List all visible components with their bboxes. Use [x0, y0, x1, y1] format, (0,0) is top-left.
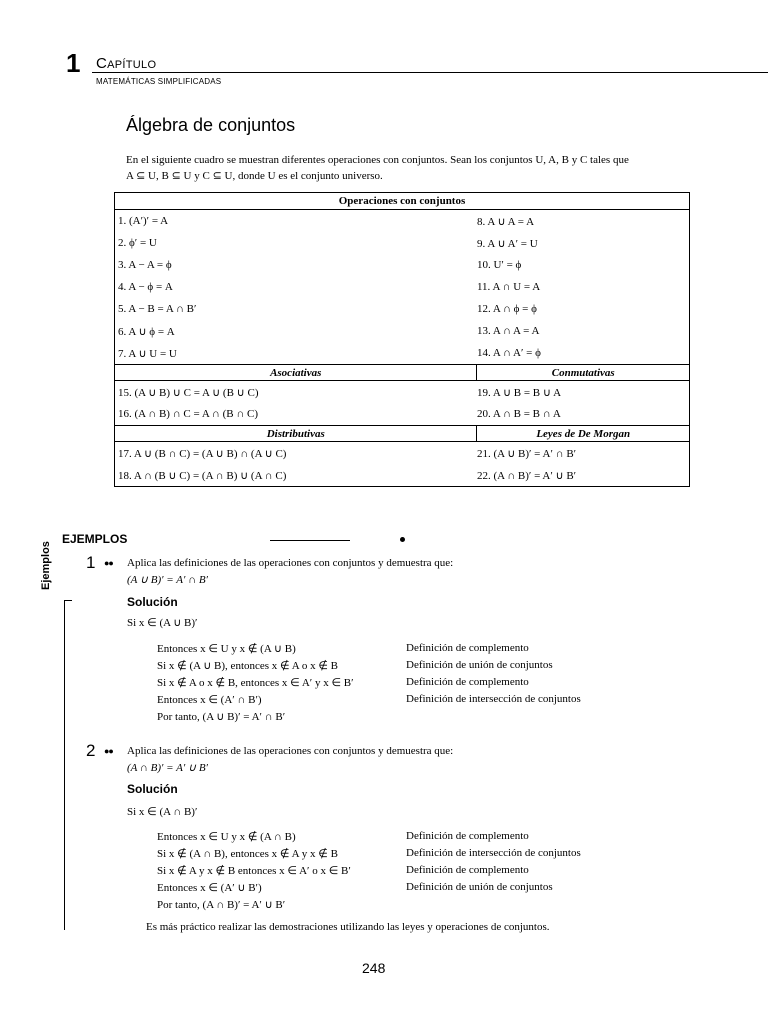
- example-1-reason: Definición de complemento: [406, 642, 529, 654]
- example-2-number: 2: [86, 741, 96, 760]
- table-cell: 10. U′ = ϕ: [477, 254, 690, 276]
- chapter-label: Capítulo: [96, 55, 157, 72]
- intro-line-2: A ⊆ U, B ⊆ U y C ⊆ U, donde U es el conjunto universo.: [126, 170, 383, 182]
- table-cell: 22. (A ∩ B)′ = A′ ∪ B′: [477, 464, 690, 487]
- example-2-reason: Definición de complemento: [406, 830, 529, 842]
- examples-label: EJEMPLOS: [62, 532, 128, 546]
- subheader-de-morgan: Leyes de De Morgan: [477, 426, 690, 442]
- example-1-number: 1: [86, 553, 96, 572]
- example-1-reason: Definición de complemento: [406, 676, 529, 688]
- side-rule: [64, 600, 65, 930]
- example-2-reason: Definición de intersección de conjuntos: [406, 847, 581, 859]
- example-2-solution-label: Solución: [127, 782, 178, 796]
- chapter-number: 1: [66, 48, 81, 78]
- table-title: Operaciones con conjuntos: [115, 193, 690, 210]
- table-cell: 3. A − A = ϕ: [115, 254, 477, 276]
- example-2-reason: Definición de complemento: [406, 864, 529, 876]
- table-cell: 2. ϕ′ = U: [115, 232, 477, 254]
- example-1-start: Si x ∈ (A ∪ B)′: [127, 617, 198, 629]
- example-1-step: Si x ∉ A o x ∉ B, entonces x ∈ A′ y x ∈ B′: [157, 677, 354, 689]
- table-cell: 18. A ∩ (B ∪ C) = (A ∩ B) ∪ (A ∩ C): [115, 464, 477, 487]
- example-2-start: Si x ∈ (A ∩ B)′: [127, 806, 198, 818]
- table-cell: 16. (A ∩ B) ∩ C = A ∩ (B ∩ C): [115, 403, 477, 426]
- table-cell: 17. A ∪ (B ∩ C) = (A ∪ B) ∩ (A ∪ C): [115, 442, 477, 465]
- example-2-step: Entonces x ∈ (A′ ∪ B′): [157, 882, 262, 894]
- table-cell: 21. (A ∪ B)′ = A′ ∩ B′: [477, 442, 690, 465]
- intro-line-1: En el siguiente cuadro se muestran diferentes operaciones con conjuntos. Sean los conjuntos U, A, B y C tales que: [126, 154, 629, 166]
- difficulty-bullets-icon: ●●: [104, 746, 113, 756]
- table-cell: 11. A ∩ U = A: [477, 276, 690, 298]
- side-rule-tick: [64, 600, 72, 601]
- subheader-distributivas: Distributivas: [115, 426, 477, 442]
- example-1-step: Entonces x ∈ (A′ ∩ B′): [157, 694, 262, 706]
- table-cell: 15. (A ∪ B) ∪ C = A ∪ (B ∪ C): [115, 381, 477, 404]
- side-examples-label: Ejemplos: [40, 541, 52, 590]
- page-number: 248: [362, 960, 386, 976]
- example-2-step: Por tanto, (A ∩ B)′ = A′ ∪ B′: [157, 899, 286, 911]
- example-2-step: Si x ∉ A y x ∉ B entonces x ∈ A′ o x ∈ B′: [157, 865, 351, 877]
- example-1-step: Si x ∉ (A ∪ B), entonces x ∉ A o x ∉ B: [157, 660, 339, 672]
- intro-paragraph: [126, 152, 696, 184]
- examples-dot-icon: [400, 537, 405, 542]
- table-cell: 7. A ∪ U = U: [115, 342, 477, 365]
- example-2-formula: (A ∩ B)′ = A′ ∪ B′: [127, 762, 208, 774]
- example-2-step: Si x ∉ (A ∩ B), entonces x ∉ A y x ∉ B: [157, 848, 338, 860]
- table-cell: 13. A ∩ A = A: [477, 320, 690, 342]
- table-cell: 19. A ∪ B = B ∪ A: [477, 381, 690, 404]
- subheader-conmutativas: Conmutativas: [477, 365, 690, 381]
- table-cell: 20. A ∩ B = B ∩ A: [477, 403, 690, 426]
- table-cell: 4. A − ϕ = A: [115, 276, 477, 298]
- example-1-statement: Aplica las definiciones de las operaciones con conjuntos y demuestra que:: [127, 557, 454, 569]
- closing-note: Es más práctico realizar las demostraciones utilizando las leyes y operaciones de conjuntos.: [146, 921, 550, 933]
- example-1-reason: Definición de intersección de conjuntos: [406, 693, 581, 705]
- example-1-step: Por tanto, (A ∪ B)′ = A′ ∩ B′: [157, 711, 286, 723]
- table-cell: 8. A ∪ A = A: [477, 210, 690, 233]
- table-cell: 1. (A′)′ = A: [115, 210, 477, 233]
- example-2-step: Entonces x ∈ U y x ∉ (A ∩ B): [157, 831, 296, 843]
- example-1-reason: Definición de unión de conjuntos: [406, 659, 553, 671]
- examples-rule: [270, 540, 350, 541]
- example-1-formula: (A ∪ B)′ = A′ ∩ B′: [127, 574, 208, 586]
- table-cell: 9. A ∪ A′ = U: [477, 232, 690, 254]
- book-title: MATEMÁTICAS SIMPLIFICADAS: [96, 77, 222, 86]
- table-cell: 14. A ∩ A′ = ϕ: [477, 342, 690, 365]
- section-title: Álgebra de conjuntos: [126, 115, 296, 135]
- example-1-solution-label: Solución: [127, 595, 178, 609]
- header-rule: [92, 72, 768, 73]
- table-cell: 5. A − B = A ∩ B′: [115, 298, 477, 320]
- example-1-step: Entonces x ∈ U y x ∉ (A ∪ B): [157, 643, 296, 655]
- example-2-reason: Definición de unión de conjuntos: [406, 881, 553, 893]
- table-cell: 12. A ∩ ϕ = ϕ: [477, 298, 690, 320]
- difficulty-bullets-icon: ●●: [104, 558, 113, 568]
- operations-table: [114, 192, 690, 487]
- subheader-asociativas: Asociativas: [115, 365, 477, 381]
- table-cell: 6. A ∪ ϕ = A: [115, 320, 477, 342]
- example-2-statement: Aplica las definiciones de las operaciones con conjuntos y demuestra que:: [127, 745, 454, 757]
